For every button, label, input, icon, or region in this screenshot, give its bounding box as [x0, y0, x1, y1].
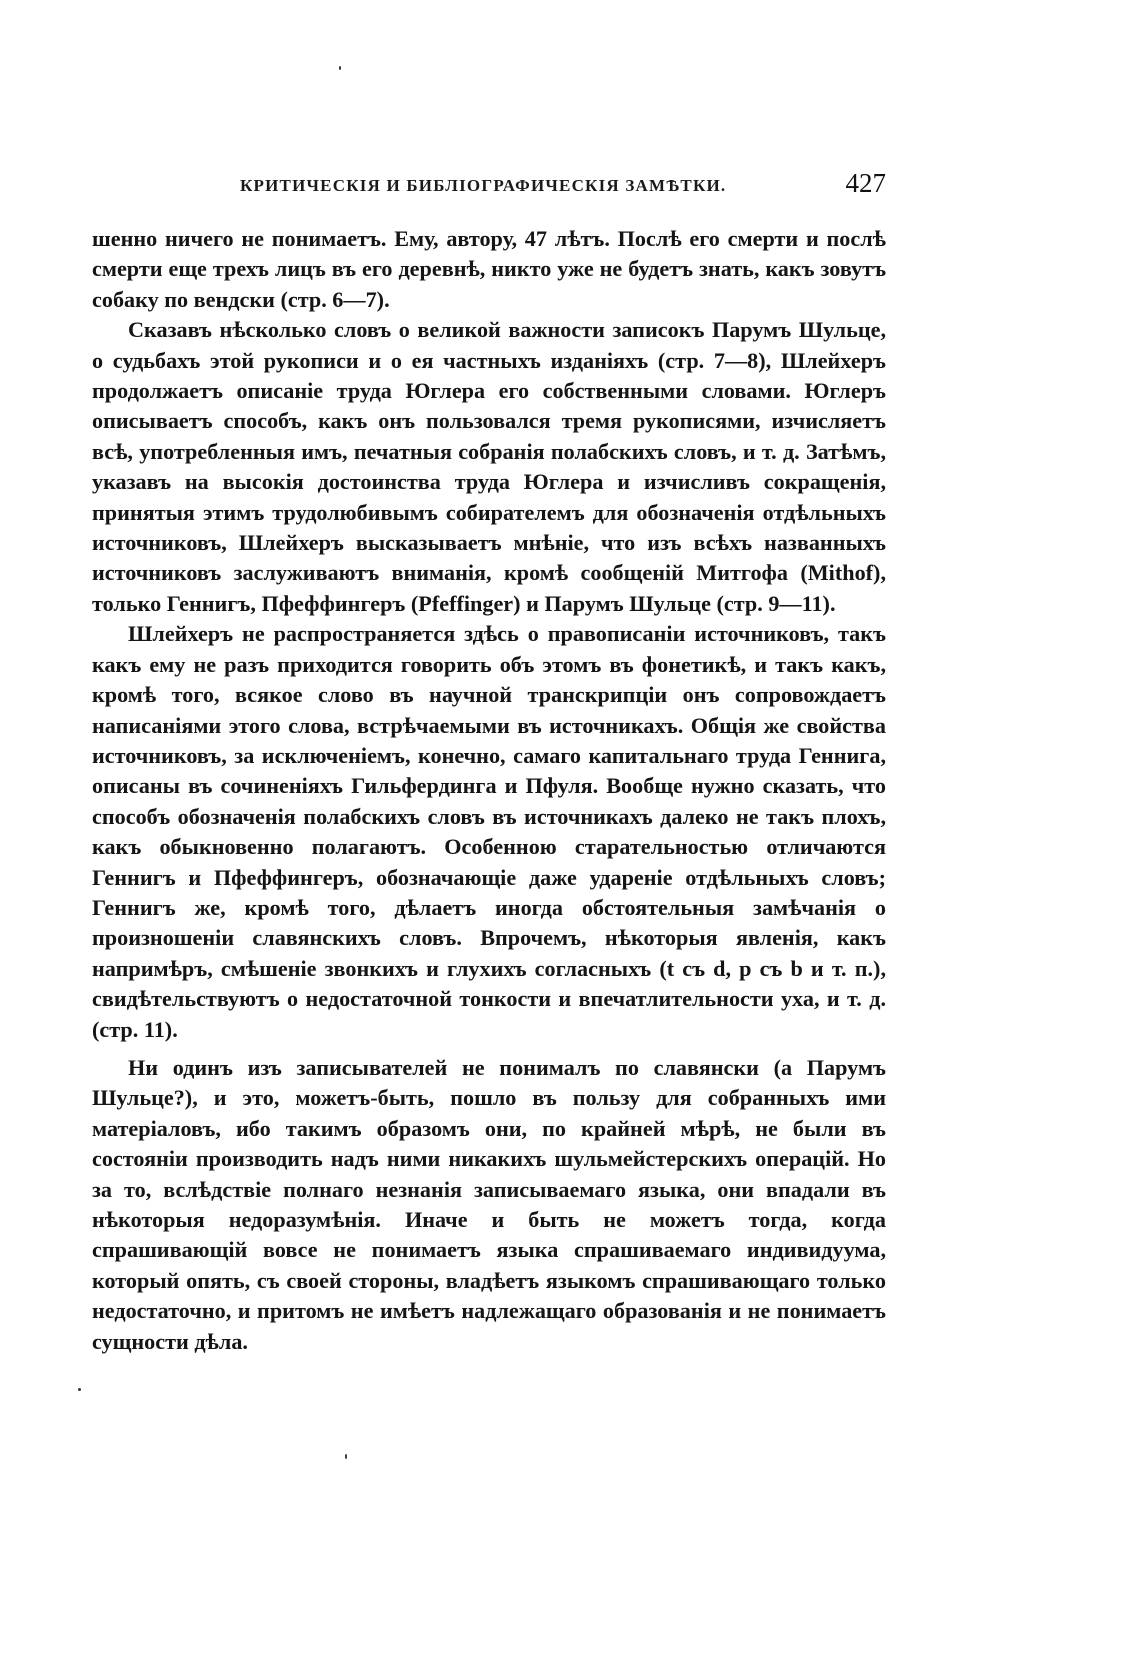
paragraph-continuation: шенно ничего не понимаетъ. Ему, автору, 47 лѣтъ. Послѣ его смерти и послѣ смерти еще трехъ лицъ въ его деревнѣ, никто уже не будетъ знать, какъ зовутъ собаку по вендски (стр. 6—7). [92, 226, 886, 312]
running-title: КРИТИЧЕСКІЯ И БИБЛІОГРАФИЧЕСКІЯ ЗАМѢТКИ. [240, 176, 727, 195]
paragraph: Шлейхеръ не распространяется здѣсь о правописаніи источниковъ, такъ какъ ему не разъ приходится говорить объ этомъ въ фонетикѣ, и такъ какъ, кромѣ того, всякое слово въ научной транскрипціи онъ сопровождаетъ написаніями этого слова, встрѣчаемыми въ источникахъ. Общія же свойства источниковъ, за исключеніемъ, конечно, самаго капитальнаго труда Геннига, описаны въ сочиненіяхъ Гильфердинга и Пфуля. Вообще нужно сказать, что способъ обозначенія полабскихъ словъ въ источникахъ далеко не такъ плохъ, какъ обыкновенно полагаютъ. Особенною старательностью отличаются Геннигъ и Пфеффингеръ, обозначающіе даже удареніе отдѣльныхъ словъ; Геннигъ же, кромѣ того, дѣлаетъ иногда обстоятельныя замѣчанія о произношеніи славянскихъ словъ. Впрочемъ, нѣкоторыя явленія, какъ напримѣръ, смѣшеніе звонкихъ и глухихъ согласныхъ (t съ d, p съ b и т. п.), свидѣтельствуютъ о недостаточной тонкости и впечатлительности уха, и т. д. (стр. 11). [92, 621, 886, 1042]
paragraph: Ни одинъ изъ записывателей не понималъ по славянски (а Парумъ Шульце?), и это, можетъ-быть, пошло въ пользу для собранныхъ ими матеріаловъ, ибо такимъ образомъ они, по крайней мѣрѣ, не были въ состояніи производить надъ ними никакихъ шульмейстерскихъ операцій. Но за то, вслѣдствіе полнаго незнанія записываемаго языка, они впадали въ нѣкоторыя недоразумѣнія. Иначе и быть не можетъ тогда, когда спрашивающій вовсе не понимаетъ языка спрашиваемаго индивидуума, который опять, съ своей стороны, владѣетъ языкомъ спрашивающаго только недостаточно, и притомъ не имѣетъ надлежащаго образованія и не понимаетъ сущности дѣла. [92, 1054, 886, 1354]
print-speck [345, 1454, 347, 1459]
running-head [92, 168, 886, 204]
body-text [92, 224, 886, 1357]
paragraph: Сказавъ нѣсколько словъ о великой важности записокъ Парумъ Шульце, о судьбахъ этой рукописи и о ея частныхъ изданіяхъ (стр. 7—8), Шлейхеръ продолжаетъ описаніе труда Юглера его собственными словами. Юглеръ описываетъ способъ, какъ онъ пользовался тремя рукописями, изчисляетъ всѣ, употребленныя имъ, печатныя собранія полабскихъ словъ, и т. д. Затѣмъ, указавъ на высокія достоинства труда Юглера и изчисливъ сокращенія, принятыя этимъ трудолюбивымъ собирателемъ для обозначенія отдѣльныхъ источниковъ, Шлейхеръ высказываетъ мнѣніе, что изъ всѣхъ названныхъ источниковъ заслуживаютъ вниманія, кромѣ сообщеній Митгофа (Mithof), только Геннигъ, Пфеффингеръ (Pfeffinger) и Парумъ Шульце (стр. 9—11). [92, 317, 886, 616]
print-speck [339, 66, 341, 70]
page-number: 427 [845, 168, 886, 198]
print-speck [78, 1388, 81, 1391]
